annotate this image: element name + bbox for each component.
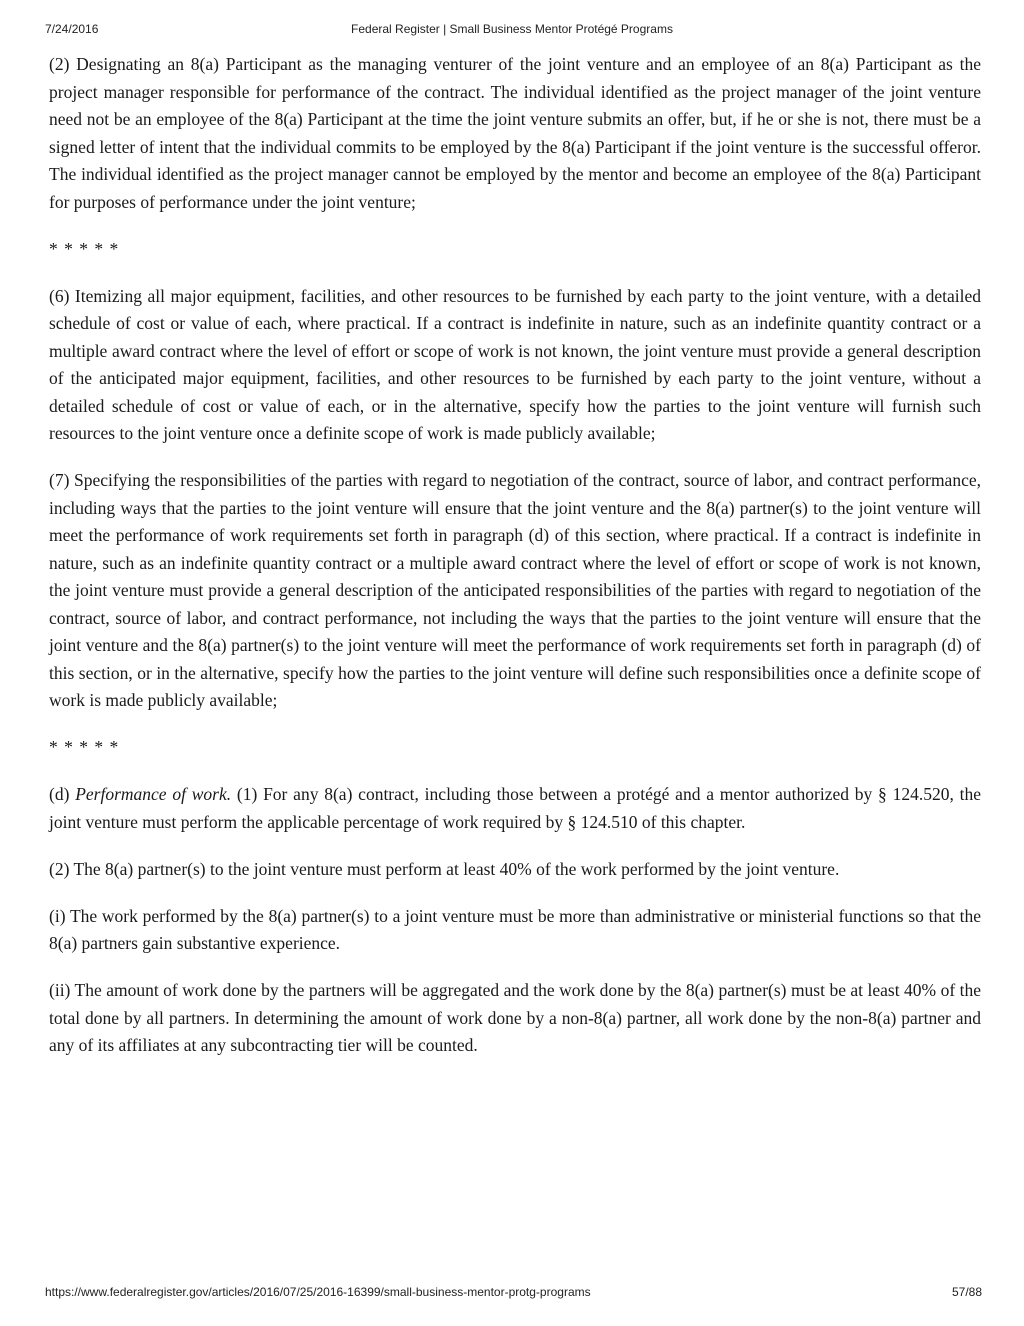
paragraph-d-prefix: (d) — [49, 784, 76, 804]
omission-marker: * * * * * — [49, 737, 120, 757]
paragraph-d2: (2) The 8(a) partner(s) to the joint venture must perform at least 40% of the work performed by the joint venture. — [49, 858, 840, 879]
paragraph-7-specifying: (7) Specifying the responsibilities of the parties with regard to negotiation of the contract, source of labor, and contract performance, including ways that the parties to the joint venture will ensure that the joint venture and the 8(a) partner(s) to the joint venture will meet the performance of work requirements set forth in paragraph (d) of this section, where practical. If a contract is indefinite in nature, such as an indefinite quantity contract or a multiple award contract where the level of effort or scope of work is not known, the joint venture must provide a general description of the anticipated responsibilities of the parties with regard to negotiation of the contract, source of labor, and contract performance, not including the ways that the parties to the joint venture will ensure that the joint venture and the 8(a) partner(s) to the joint venture will meet the performance of work requirements set forth in paragraph (d) of this section, or in the alternative, specify how the parties to the joint venture will define such responsibilities once a definite scope of work is made publicly available; — [49, 470, 981, 710]
print-date: 7/24/2016 — [45, 22, 99, 36]
page-number: 57/88 — [951, 1285, 982, 1299]
print-footer — [0, 1285, 1024, 1303]
paragraph-d-text: (1) For any 8(a) contract, including those between a protégé and a mentor authorized by § 124.520, the joint venture must perform the applicable percentage of work required by § 124.510 of this chapter. — [49, 784, 981, 832]
document-title: Federal Register | Small Business Mentor Protégé Programs — [351, 22, 673, 36]
omission-marker: * * * * * — [49, 238, 120, 259]
paragraph-d2-i: (i) The work performed by the 8(a) partner(s) to a joint venture must be more than administrative or ministerial functions so that the 8(a) partners gain substantive experience. — [49, 905, 981, 953]
paragraph-6-itemizing: (6) Itemizing all major equipment, facilities, and other resources to be furnished by each party to the joint venture, with a detailed schedule of cost or value of each, where practical. If a contract is indefinite in nature, such as an indefinite quantity contract or a multiple award contract where the level of effort or scope of work is not known, the joint venture must provide a general description of the anticipated major equipment, facilities, and other resources to be furnished by each party to the joint venture, without a detailed schedule of cost or value of each, or in the alternative, specify how the parties to the joint venture will furnish such resources to the joint venture once a definite scope of work is made publicly available; — [49, 285, 981, 443]
paragraph-d2-ii: (ii) The amount of work done by the partners will be aggregated and the work done by the 8(a) partner(s) must be at least 40% of the total done by all partners. In determining the amount of work done by a non-8(a) partner, all work done by the non-8(a) partner and any of its affiliates at any subcontracting tier will be counted. — [49, 980, 981, 1055]
paragraph-d-heading: Performance of work. — [75, 784, 232, 804]
page-url: https://www.federalregister.gov/articles/2016/07/25/2016-16399/small-business-mentor-protg-programs — [45, 1285, 591, 1299]
print-header — [0, 22, 1024, 40]
paragraph-d-performance-of-work — [49, 781, 981, 836]
document-body — [49, 51, 981, 1079]
paragraph-2-designating: (2) Designating an 8(a) Participant as the managing venturer of the joint venture and an employee of an 8(a) Participant as the project manager responsible for performance of the contract. The individual identified as the project manager of the joint venture need not be an employee of the 8(a) Participant at the time the joint venture submits an offer, but, if he or she is not, there must be a signed letter of intent that the individual commits to be employed by the 8(a) Participant if the joint venture is the successful offeror. The individual identified as the project manager cannot be employed by the mentor and become an employee of the 8(a) Participant for purposes of performance under the joint venture; — [49, 54, 981, 212]
